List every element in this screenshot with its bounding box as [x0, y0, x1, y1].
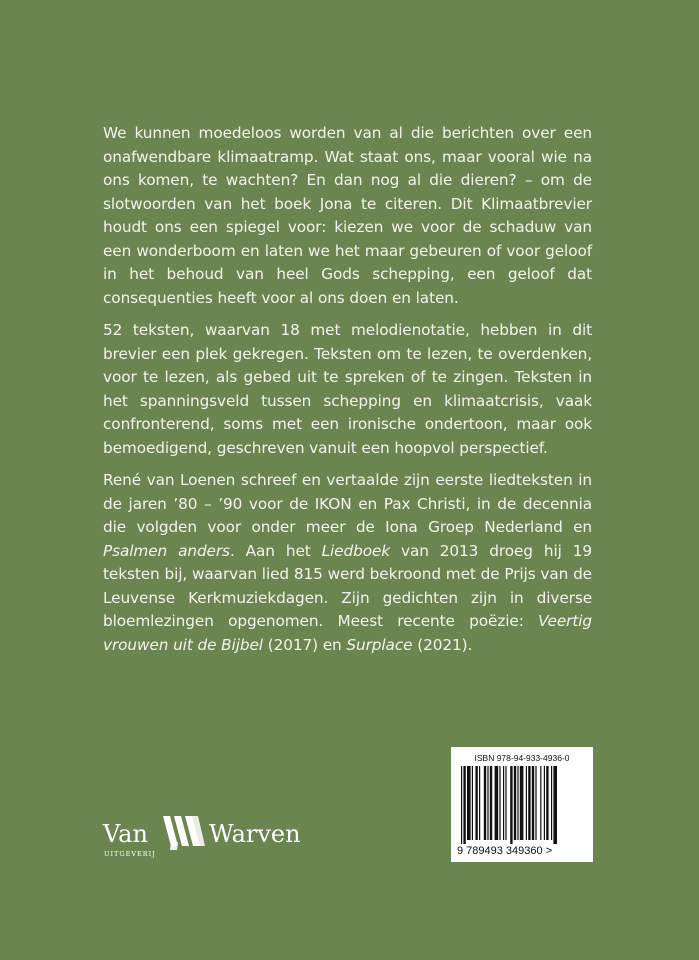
- publisher-subtitle: UITGEVERIJ: [104, 850, 156, 858]
- barcode-bar: [532, 766, 534, 840]
- barcode-bar: [461, 766, 462, 844]
- barcode-bar: [540, 766, 541, 840]
- blurb-paragraph-1-text: We kunnen moedeloos worden van al die berichten over een onafwendbare klimaatramp. Wat staat ons, maar vooral wie na ons komen, te wachten? En dan nog al die dieren? – om de slotwoorden van het boek Jona te citeren. Dit Klimaatbrevier houdt ons een spiegel voor: kiezen we voor de schaduw van een wonderboom en laten we het maar gebeuren of voor geloof in het behoud van heel Gods schepping, een geloof dat consequenties heeft voor al ons doen en laten.: [103, 124, 592, 307]
- barcode-bar: [495, 766, 499, 840]
- barcode-bar: [520, 766, 524, 840]
- bio-title-surplace: Surplace: [346, 635, 413, 654]
- barcode-bar: [546, 766, 548, 840]
- bio-text-2: . Aan het: [229, 541, 322, 560]
- barcode-bar: [528, 766, 530, 840]
- barcode-bar: [503, 766, 504, 840]
- bio-title-veertig-vrouwen: Veertig vrouwen uit de Bijbel: [103, 612, 592, 654]
- bio-text-3: van 2013 droeg hij 19 teksten bij, waarvan lied 815 werd bekroond met de Prijs van de Leuvense Kerkmuziekdagen. Zijn gedichten zijn in diverse bloemlezingen opgenomen. Meest recente poëzie:: [103, 541, 592, 630]
- barcode-bar: [479, 766, 480, 840]
- barcode-bar: [526, 766, 527, 840]
- publisher-emblem-icon: [161, 812, 207, 854]
- barcode-bar: [505, 766, 506, 840]
- barcode-bar: [472, 766, 473, 840]
- barcode-bar: [499, 766, 500, 840]
- barcode-bars: [459, 766, 585, 846]
- barcode-bar: [510, 766, 512, 844]
- blurb-paragraph-2: [103, 319, 592, 460]
- isbn-barcode: [451, 747, 593, 862]
- author-bio-paragraph: [103, 469, 592, 657]
- barcode-bar: [487, 766, 488, 840]
- barcode-bar: [467, 766, 471, 840]
- barcode-bar: [475, 766, 477, 840]
- bio-title-psalmen-anders: Psalmen anders: [103, 541, 230, 560]
- barcode-bar: [463, 766, 465, 844]
- isbn-label: ISBN 978-94-933-4936-0: [474, 753, 570, 763]
- barcode-bar: [535, 766, 536, 840]
- bio-text-5: (2021).: [412, 635, 473, 654]
- barcode-bar: [517, 766, 518, 840]
- publisher-logo: [103, 812, 323, 862]
- bio-title-liedboek: Liedboek: [321, 541, 391, 560]
- barcode-bar: [484, 766, 486, 840]
- bio-text-4: (2017) en: [262, 635, 347, 654]
- blurb-paragraph-2-text: 52 teksten, waarvan 18 met melodienotatie, hebben in dit brevier een plek gekregen. Teksten om te lezen, te overdenken, voor te lezen, als gebed uit te spreken of te zingen. Teksten in het spanningsveld tussen schepping en klimaatcrisis, vaak confronterend, soms met een ironische ondertoon, maar ook bemoedigend, geschreven vanuit een hoopvol perspectief.: [103, 321, 592, 457]
- barcode-bar: [553, 766, 557, 844]
- barcode-bar: [544, 766, 545, 840]
- bio-text-1: René van Loenen schreef en vertaalde zijn eerste liedteksten in de jaren ’80 – ’90 voor de IKON en Pax Christi, in de decennia die volgden voor onder meer de Iona Groep Nederland en: [103, 471, 592, 536]
- barcode-bar: [514, 766, 516, 840]
- barcode-bar: [551, 766, 552, 840]
- barcode-bar: [490, 766, 492, 840]
- publisher-name-left: Van: [103, 820, 148, 848]
- author-bio-text: [103, 469, 592, 657]
- barcode-digits: 9 789493 349360 >: [457, 845, 553, 857]
- publisher-name-right: Warven: [209, 820, 301, 848]
- blurb-paragraph-1: [103, 122, 592, 310]
